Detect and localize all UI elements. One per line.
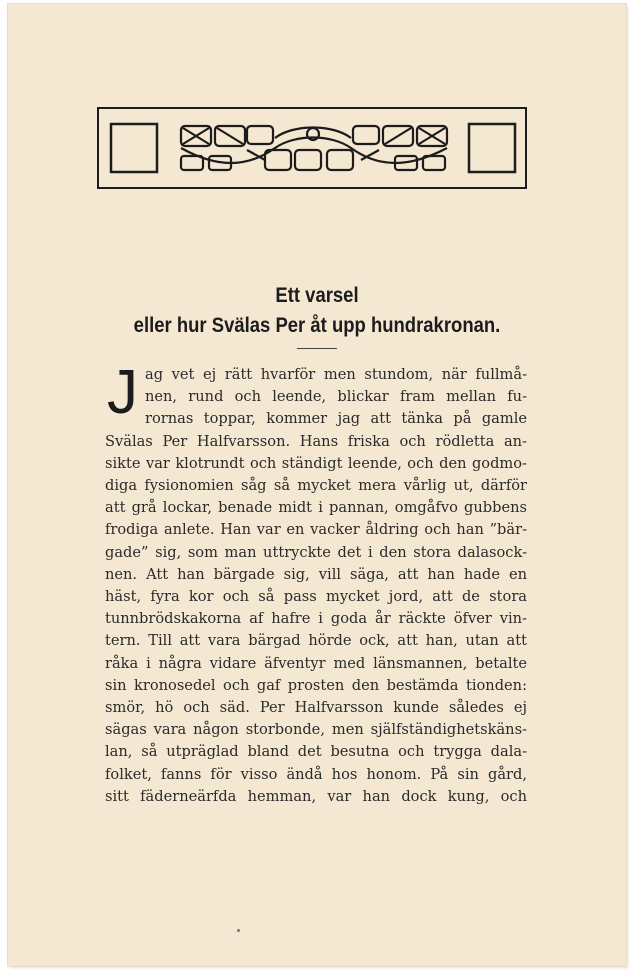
ornamental-headpiece xyxy=(97,104,527,190)
text-line: smör, hö och säd. Per Halfvarsson kunde således ej xyxy=(105,699,527,717)
text-line: häst, fyra kor och så pass mycket jord, att de stora xyxy=(105,588,527,606)
chapter-title: Ett varsel xyxy=(275,284,359,307)
text-line: att grå lockar, benade midt i pannan, omgåfvo gubbens xyxy=(105,499,527,517)
text-line: råka i några vidare äfventyr med länsmannen, betalte xyxy=(105,654,527,672)
text-line: tern. Till att vara bärgad hörde ock, att han, utan att xyxy=(105,632,527,650)
text-line: Svälas Per Halfvarsson. Hans friska och rödletta an- xyxy=(105,432,527,450)
text-line: ag vet ej rätt hvarför men stundom, när fullmå- xyxy=(145,366,527,383)
text-line: sikte var klotrundt och ständigt leende, och den godmo- xyxy=(105,454,527,472)
text-line: nen, rund och leende, blickar fram mellan fu- xyxy=(145,388,527,406)
title-divider xyxy=(297,348,337,349)
book-page xyxy=(8,4,626,966)
text-line: nen. Att han bärgade sig, vill säga, att han hade en xyxy=(105,565,527,583)
text-line: sitt fäderneärfda hemman, var han dock kung, och xyxy=(105,787,527,805)
text-line: diga fysionomien såg så mycket mera vårlig ut, därför xyxy=(105,477,527,495)
text-line: sägas vara någon storbonde, men själfständighetskäns- xyxy=(105,721,527,739)
body-text xyxy=(105,358,527,808)
text-line: gade” sig, som man uttryckte det i den stora dalasock- xyxy=(105,543,527,561)
text-line: lan, så utpräglad bland det besutna och trygga dala- xyxy=(105,743,527,761)
page-mark xyxy=(237,929,240,932)
drop-cap: J xyxy=(107,358,138,427)
text-line: tunnbrödskakorna af hafre i goda år räckte öfver vin- xyxy=(105,610,527,628)
chapter-subtitle: eller hur Svälas Per åt upp hundrakronan. xyxy=(133,314,501,337)
text-line: rornas toppar, kommer jag att tänka på gamle xyxy=(145,410,527,428)
text-line: frodiga anlete. Han var en vacker åldring och han ”bär- xyxy=(105,521,527,539)
text-line: sin kronosedel och gaf prosten den bestämda tionden: xyxy=(105,676,527,694)
text-line: folket, fanns för visso ändå hos honom. På sin gård, xyxy=(105,765,527,783)
